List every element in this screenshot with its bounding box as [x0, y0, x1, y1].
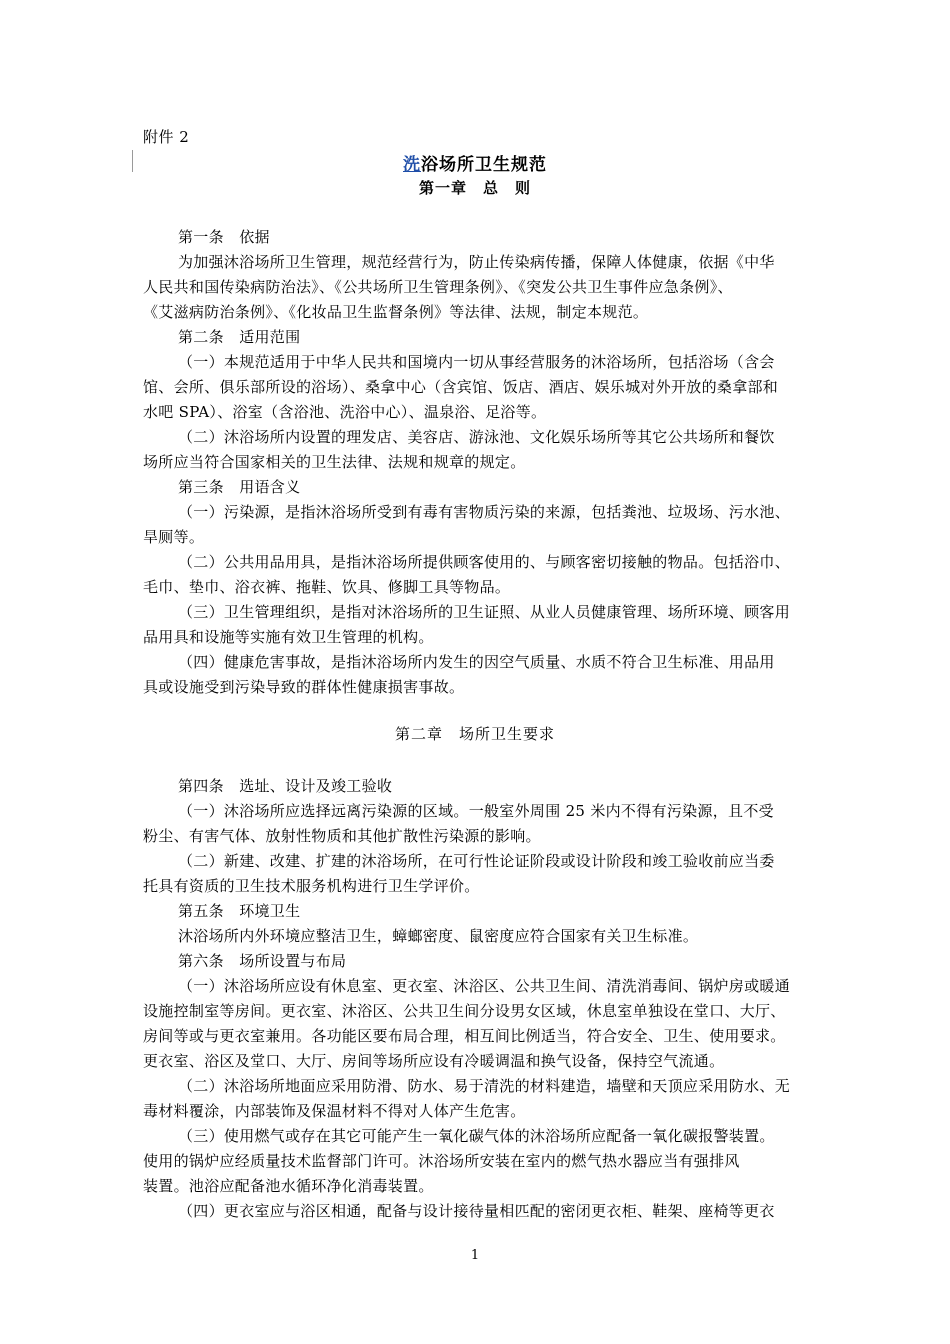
paragraph-line: 托具有资质的卫生技术服务机构进行卫生学评价。 — [143, 877, 480, 895]
paragraph-line: （二）公共用品用具，是指沐浴场所提供顾客使用的、与顾客密切接触的物品。包括浴巾、 — [178, 553, 791, 571]
article-heading: 第六条 场所设置与布局 — [178, 952, 347, 970]
title-rest: 浴场所卫生规范 — [421, 155, 547, 175]
paragraph-line: 粉尘、有害气体、放射性物质和其他扩散性污染源的影响。 — [143, 827, 541, 845]
paragraph-line: 品用具和设施等实施有效卫生管理的机构。 — [143, 628, 434, 646]
paragraph-line: 设施控制室等房间。更衣室、沐浴区、公共卫生间分设男女区域，休息室单独设在堂口、大厅、 — [143, 1002, 786, 1020]
paragraph-line: （三）使用燃气或存在其它可能产生一氧化碳气体的沐浴场所应配备一氧化碳报警装置。 — [178, 1127, 775, 1145]
paragraph-line: 装置。池浴应配备池水循环净化消毒装置。 — [143, 1177, 434, 1195]
paragraph-line: （一）本规范适用于中华人民共和国境内一切从事经营服务的沐浴场所，包括浴场（含会 — [178, 353, 775, 371]
paragraph-line: 水吧 SPA）、浴室（含浴池、洗浴中心）、温泉浴、足浴等。 — [143, 403, 547, 421]
paragraph-line: （一）沐浴场所应设有休息室、更衣室、沐浴区、公共卫生间、清洗消毒间、锅炉房或暖通 — [178, 977, 791, 995]
document-title — [0, 150, 950, 175]
paragraph-line: 馆、会所、俱乐部所设的浴场）、桑拿中心（含宾馆、饭店、酒店、娱乐城对外开放的桑拿部和 — [143, 378, 779, 396]
paragraph-line: 具或设施受到污染导致的群体性健康损害事故。 — [143, 678, 465, 696]
paragraph-line: 毛巾、垫巾、浴衣裤、拖鞋、饮具、修脚工具等物品。 — [143, 578, 511, 596]
paragraph-line: 人民共和国传染病防治法》、《公共场所卫生管理条例》、《突发公共卫生事件应急条例》、 — [143, 278, 733, 296]
paragraph-line: 场所应当符合国家相关的卫生法律、法规和规章的规定。 — [143, 453, 526, 471]
article-heading: 第二条 适用范围 — [178, 328, 301, 346]
article-heading: 第四条 选址、设计及竣工验收 — [178, 777, 393, 795]
article-heading: 第一条 依据 — [178, 228, 270, 246]
paragraph-line: 为加强沐浴场所卫生管理，规范经营行为，防止传染病传播，保障人体健康，依据《中华 — [178, 253, 775, 271]
paragraph-line: （一）污染源，是指沐浴场所受到有毒有害物质污染的来源，包括粪池、垃圾场、污水池、 — [178, 503, 791, 521]
article-heading: 第三条 用语含义 — [178, 478, 301, 496]
paragraph-line: 旱厕等。 — [143, 528, 205, 546]
paragraph-line: 更衣室、浴区及堂口、大厅、房间等场所应设有冷暖调温和换气设备，保持空气流通。 — [143, 1052, 725, 1070]
paragraph-line: （一）沐浴场所应选择远离污染源的区域。一般室外周围 25 米内不得有污染源，且不受 — [178, 802, 774, 820]
page-number: 1 — [470, 1248, 480, 1263]
paragraph-line: 房间等或与更衣室兼用。各功能区要布局合理，相互间比例适当，符合安全、卫生、使用要求。 — [143, 1027, 786, 1045]
chapter-heading-1: 第一章 总 则 — [418, 179, 531, 197]
chapter-heading-2: 第二章 场所卫生要求 — [394, 725, 555, 743]
paragraph-line: 使用的锅炉应经质量技术监督部门许可。沐浴场所安装在室内的燃气热水器应当有强排风 — [143, 1152, 740, 1170]
paragraph-line: （二）沐浴场所内设置的理发店、美容店、游泳池、文化娱乐场所等其它公共场所和餐饮 — [178, 428, 775, 446]
paragraph-line: （四）更衣室应与浴区相通，配备与设计接待量相匹配的密闭更衣柜、鞋架、座椅等更衣 — [178, 1202, 775, 1220]
paragraph-line: 沐浴场所内外环境应整洁卫生，蟑螂密度、鼠密度应符合国家有关卫生标准。 — [178, 927, 699, 945]
paragraph-line: （二）新建、改建、扩建的沐浴场所，在可行性论证阶段或设计阶段和竣工验收前应当委 — [178, 852, 775, 870]
title-first-char[interactable]: 洗 — [403, 155, 421, 175]
article-heading: 第五条 环境卫生 — [178, 902, 301, 920]
paragraph-line: 《艾滋病防治条例》、《化妆品卫生监督条例》等法律、法规，制定本规范。 — [143, 303, 649, 321]
paragraph-line: （三）卫生管理组织，是指对沐浴场所的卫生证照、从业人员健康管理、场所环境、顾客用 — [178, 603, 791, 621]
paragraph-line: 毒材料覆涂，内部装饰及保温材料不得对人体产生危害。 — [143, 1102, 526, 1120]
paragraph-line: （二）沐浴场所地面应采用防滑、防水、易于清洗的材料建造，墙壁和天顶应采用防水、无 — [178, 1077, 791, 1095]
attachment-label: 附件 2 — [143, 128, 190, 146]
paragraph-line: （四）健康危害事故，是指沐浴场所内发生的因空气质量、水质不符合卫生标准、用品用 — [178, 653, 775, 671]
